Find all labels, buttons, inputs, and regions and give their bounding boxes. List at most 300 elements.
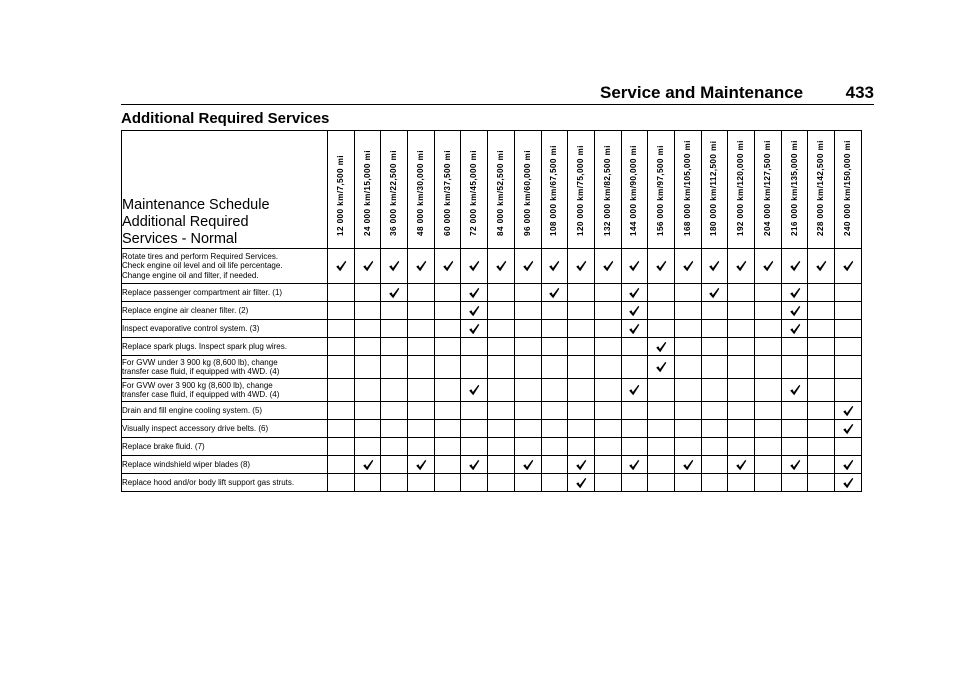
- schedule-cell: [835, 402, 862, 420]
- schedule-cell: [674, 320, 701, 338]
- schedule-cell: [728, 379, 755, 402]
- schedule-cell: [594, 420, 621, 438]
- schedule-cell: [434, 356, 461, 379]
- schedule-cell: [568, 402, 595, 420]
- schedule-cell: [808, 249, 835, 284]
- service-description: [122, 402, 328, 420]
- interval-label: 24 000 km/15,000 mi: [362, 149, 372, 236]
- schedule-cell: [701, 356, 728, 379]
- check-icon: [548, 287, 560, 299]
- schedule-cell: [781, 249, 808, 284]
- service-text: Replace hood and/or body lift support gas struts.: [122, 477, 295, 487]
- schedule-cell: [488, 438, 515, 456]
- table-title-text: Maintenance Schedule Additional Required Services - Normal: [122, 197, 270, 247]
- schedule-cell: [514, 356, 541, 379]
- schedule-cell: [514, 302, 541, 320]
- schedule-cell: [594, 320, 621, 338]
- interval-header: [621, 131, 648, 249]
- schedule-cell: [408, 320, 435, 338]
- interval-header: [781, 131, 808, 249]
- running-header: [600, 83, 874, 103]
- schedule-cell: [541, 356, 568, 379]
- interval-header: [434, 131, 461, 249]
- interval-header: [568, 131, 595, 249]
- schedule-cell: [781, 338, 808, 356]
- schedule-cell: [621, 356, 648, 379]
- check-icon: [655, 361, 667, 373]
- schedule-cell: [808, 302, 835, 320]
- service-text: Replace passenger compartment air filter. (1): [122, 287, 283, 297]
- interval-header: [808, 131, 835, 249]
- schedule-cell: [594, 249, 621, 284]
- schedule-cell: [381, 438, 408, 456]
- page-number: 433: [845, 83, 874, 102]
- schedule-cell: [568, 379, 595, 402]
- check-icon: [442, 260, 454, 272]
- interval-header: [514, 131, 541, 249]
- check-icon: [415, 459, 427, 471]
- schedule-cell: [755, 356, 782, 379]
- schedule-cell: [808, 474, 835, 492]
- check-icon: [468, 287, 480, 299]
- schedule-cell: [808, 320, 835, 338]
- check-icon: [789, 287, 801, 299]
- schedule-cell: [701, 438, 728, 456]
- schedule-cell: [835, 420, 862, 438]
- interval-header: [408, 131, 435, 249]
- schedule-cell: [514, 284, 541, 302]
- schedule-cell: [568, 474, 595, 492]
- schedule-cell: [408, 420, 435, 438]
- section-title: Additional Required Services: [121, 110, 330, 127]
- schedule-cell: [674, 249, 701, 284]
- schedule-cell: [541, 320, 568, 338]
- schedule-cell: [674, 284, 701, 302]
- schedule-cell: [648, 420, 675, 438]
- schedule-cell: [728, 474, 755, 492]
- schedule-cell: [755, 249, 782, 284]
- check-icon: [762, 260, 774, 272]
- table-header-row: [122, 131, 862, 249]
- schedule-cell: [408, 456, 435, 474]
- schedule-cell: [781, 379, 808, 402]
- table-row: [122, 456, 862, 474]
- schedule-cell: [354, 249, 381, 284]
- service-description: [122, 284, 328, 302]
- table-row: [122, 249, 862, 284]
- schedule-cell: [674, 420, 701, 438]
- schedule-cell: [835, 356, 862, 379]
- schedule-cell: [354, 338, 381, 356]
- service-text: Drain and fill engine cooling system. (5): [122, 405, 263, 415]
- schedule-cell: [648, 402, 675, 420]
- schedule-cell: [835, 284, 862, 302]
- schedule-cell: [354, 456, 381, 474]
- schedule-cell: [434, 402, 461, 420]
- schedule-cell: [781, 356, 808, 379]
- schedule-cell: [568, 320, 595, 338]
- schedule-cell: [728, 249, 755, 284]
- section-name: Service and Maintenance: [600, 83, 804, 102]
- schedule-cell: [328, 302, 355, 320]
- interval-label: 144 000 km/90,000 mi: [629, 144, 639, 236]
- schedule-cell: [541, 284, 568, 302]
- schedule-cell: [728, 302, 755, 320]
- schedule-cell: [328, 438, 355, 456]
- interval-label: 12 000 km/7,500 mi: [335, 154, 345, 236]
- check-icon: [468, 384, 480, 396]
- schedule-cell: [461, 320, 488, 338]
- service-description: [122, 456, 328, 474]
- schedule-cell: [541, 379, 568, 402]
- schedule-cell: [354, 320, 381, 338]
- schedule-cell: [648, 456, 675, 474]
- schedule-cell: [728, 402, 755, 420]
- schedule-cell: [755, 302, 782, 320]
- interval-header: [541, 131, 568, 249]
- check-icon: [468, 260, 480, 272]
- schedule-cell: [408, 438, 435, 456]
- schedule-cell: [808, 379, 835, 402]
- check-icon: [842, 459, 854, 471]
- check-icon: [362, 260, 374, 272]
- schedule-cell: [648, 474, 675, 492]
- schedule-cell: [434, 338, 461, 356]
- check-icon: [575, 260, 587, 272]
- schedule-cell: [434, 420, 461, 438]
- schedule-cell: [461, 338, 488, 356]
- schedule-cell: [621, 379, 648, 402]
- schedule-cell: [648, 438, 675, 456]
- schedule-cell: [381, 379, 408, 402]
- schedule-cell: [434, 379, 461, 402]
- check-icon: [789, 384, 801, 396]
- check-icon: [495, 260, 507, 272]
- schedule-cell: [621, 438, 648, 456]
- interval-label: 84 000 km/52,500 mi: [495, 149, 505, 236]
- check-icon: [548, 260, 560, 272]
- schedule-cell: [354, 402, 381, 420]
- schedule-cell: [674, 456, 701, 474]
- schedule-cell: [381, 420, 408, 438]
- interval-label: 240 000 km/150,000 mi: [842, 139, 852, 236]
- check-icon: [708, 287, 720, 299]
- check-icon: [628, 260, 640, 272]
- table-title: [122, 131, 328, 249]
- service-description: [122, 438, 328, 456]
- interval-label: 60 000 km/37,500 mi: [442, 149, 452, 236]
- service-text: Rotate tires and perform Required Services. Check engine oil level and oil life percentage. Change engine oil and filter, if needed.: [122, 251, 283, 280]
- schedule-cell: [381, 284, 408, 302]
- schedule-cell: [408, 338, 435, 356]
- service-description: [122, 474, 328, 492]
- schedule-cell: [354, 356, 381, 379]
- schedule-cell: [541, 456, 568, 474]
- schedule-cell: [408, 249, 435, 284]
- schedule-cell: [808, 284, 835, 302]
- schedule-cell: [408, 356, 435, 379]
- check-icon: [815, 260, 827, 272]
- schedule-cell: [514, 338, 541, 356]
- check-icon: [789, 323, 801, 335]
- schedule-cell: [728, 356, 755, 379]
- schedule-cell: [381, 249, 408, 284]
- table-row: [122, 284, 862, 302]
- schedule-cell: [594, 284, 621, 302]
- schedule-cell: [728, 456, 755, 474]
- schedule-cell: [701, 402, 728, 420]
- schedule-cell: [461, 356, 488, 379]
- interval-header: [728, 131, 755, 249]
- schedule-cell: [648, 302, 675, 320]
- schedule-cell: [781, 420, 808, 438]
- service-text: Replace windshield wiper blades (8): [122, 459, 251, 469]
- schedule-cell: [461, 474, 488, 492]
- schedule-cell: [541, 302, 568, 320]
- schedule-cell: [835, 456, 862, 474]
- schedule-cell: [488, 402, 515, 420]
- check-icon: [708, 260, 720, 272]
- schedule-cell: [354, 420, 381, 438]
- schedule-cell: [808, 438, 835, 456]
- schedule-cell: [381, 402, 408, 420]
- schedule-cell: [328, 456, 355, 474]
- check-icon: [362, 459, 374, 471]
- schedule-cell: [381, 338, 408, 356]
- service-text: Replace spark plugs. Inspect spark plug wires.: [122, 341, 287, 351]
- check-icon: [628, 305, 640, 317]
- schedule-cell: [461, 456, 488, 474]
- schedule-cell: [488, 249, 515, 284]
- service-description: [122, 302, 328, 320]
- check-icon: [682, 260, 694, 272]
- interval-header: [354, 131, 381, 249]
- check-icon: [789, 459, 801, 471]
- schedule-cell: [408, 379, 435, 402]
- schedule-cell: [488, 379, 515, 402]
- interval-header: [328, 131, 355, 249]
- schedule-cell: [755, 456, 782, 474]
- interval-label: 168 000 km/105,000 mi: [682, 139, 692, 236]
- interval-header: [674, 131, 701, 249]
- schedule-cell: [755, 338, 782, 356]
- schedule-cell: [755, 379, 782, 402]
- check-icon: [388, 260, 400, 272]
- schedule-cell: [648, 379, 675, 402]
- schedule-cell: [514, 249, 541, 284]
- schedule-cell: [755, 420, 782, 438]
- schedule-cell: [328, 356, 355, 379]
- schedule-cell: [835, 438, 862, 456]
- interval-header: [835, 131, 862, 249]
- table-row: [122, 302, 862, 320]
- check-icon: [842, 477, 854, 489]
- check-icon: [628, 459, 640, 471]
- schedule-cell: [594, 379, 621, 402]
- schedule-cell: [674, 356, 701, 379]
- schedule-cell: [514, 456, 541, 474]
- schedule-cell: [461, 438, 488, 456]
- schedule-cell: [835, 379, 862, 402]
- schedule-cell: [701, 338, 728, 356]
- schedule-cell: [781, 438, 808, 456]
- interval-header: [488, 131, 515, 249]
- interval-label: 228 000 km/142,500 mi: [816, 139, 826, 236]
- schedule-cell: [568, 456, 595, 474]
- check-icon: [842, 405, 854, 417]
- interval-header: [701, 131, 728, 249]
- check-icon: [735, 459, 747, 471]
- schedule-cell: [808, 420, 835, 438]
- schedule-cell: [541, 338, 568, 356]
- schedule-cell: [701, 320, 728, 338]
- schedule-cell: [648, 320, 675, 338]
- service-description: [122, 338, 328, 356]
- schedule-cell: [541, 249, 568, 284]
- schedule-cell: [354, 302, 381, 320]
- schedule-cell: [568, 338, 595, 356]
- schedule-cell: [514, 320, 541, 338]
- table-body: [122, 249, 862, 492]
- maintenance-schedule-table: [121, 130, 862, 492]
- interval-label: 216 000 km/135,000 mi: [789, 139, 799, 236]
- schedule-cell: [381, 320, 408, 338]
- schedule-cell: [674, 402, 701, 420]
- check-icon: [468, 323, 480, 335]
- service-description: [122, 320, 328, 338]
- schedule-cell: [328, 249, 355, 284]
- schedule-cell: [354, 284, 381, 302]
- schedule-cell: [621, 320, 648, 338]
- interval-header: [381, 131, 408, 249]
- table-row: [122, 474, 862, 492]
- interval-header: [461, 131, 488, 249]
- service-description: [122, 249, 328, 284]
- schedule-cell: [621, 420, 648, 438]
- schedule-cell: [781, 402, 808, 420]
- schedule-cell: [514, 474, 541, 492]
- schedule-cell: [328, 338, 355, 356]
- schedule-cell: [674, 474, 701, 492]
- schedule-cell: [514, 402, 541, 420]
- schedule-cell: [728, 338, 755, 356]
- check-icon: [388, 287, 400, 299]
- schedule-cell: [835, 249, 862, 284]
- schedule-cell: [648, 338, 675, 356]
- schedule-cell: [541, 474, 568, 492]
- schedule-cell: [781, 302, 808, 320]
- check-icon: [468, 459, 480, 471]
- schedule-cell: [781, 320, 808, 338]
- schedule-cell: [488, 284, 515, 302]
- schedule-cell: [328, 379, 355, 402]
- schedule-cell: [328, 284, 355, 302]
- schedule-cell: [674, 302, 701, 320]
- schedule-cell: [488, 474, 515, 492]
- schedule-cell: [621, 249, 648, 284]
- schedule-cell: [621, 284, 648, 302]
- schedule-cell: [328, 420, 355, 438]
- schedule-cell: [701, 302, 728, 320]
- interval-label: 156 000 km/97,500 mi: [655, 144, 665, 236]
- check-icon: [468, 305, 480, 317]
- schedule-cell: [568, 420, 595, 438]
- schedule-cell: [674, 338, 701, 356]
- interval-label: 192 000 km/120,000 mi: [736, 139, 746, 236]
- schedule-cell: [434, 438, 461, 456]
- schedule-cell: [461, 249, 488, 284]
- schedule-cell: [648, 284, 675, 302]
- schedule-cell: [728, 284, 755, 302]
- schedule-cell: [408, 284, 435, 302]
- schedule-cell: [488, 420, 515, 438]
- schedule-cell: [594, 456, 621, 474]
- schedule-cell: [461, 284, 488, 302]
- schedule-cell: [835, 302, 862, 320]
- check-icon: [335, 260, 347, 272]
- schedule-cell: [701, 249, 728, 284]
- schedule-cell: [541, 438, 568, 456]
- schedule-cell: [328, 474, 355, 492]
- schedule-cell: [434, 456, 461, 474]
- schedule-cell: [594, 356, 621, 379]
- check-icon: [628, 384, 640, 396]
- schedule-cell: [354, 474, 381, 492]
- schedule-cell: [701, 474, 728, 492]
- schedule-cell: [568, 284, 595, 302]
- schedule-cell: [755, 438, 782, 456]
- schedule-cell: [781, 474, 808, 492]
- schedule-cell: [434, 302, 461, 320]
- schedule-cell: [381, 302, 408, 320]
- schedule-cell: [701, 379, 728, 402]
- schedule-cell: [541, 420, 568, 438]
- schedule-cell: [488, 456, 515, 474]
- interval-label: 180 000 km/112,500 mi: [709, 140, 719, 236]
- schedule-cell: [835, 338, 862, 356]
- table-row: [122, 338, 862, 356]
- interval-label: 48 000 km/30,000 mi: [415, 149, 425, 236]
- schedule-cell: [808, 402, 835, 420]
- schedule-cell: [381, 356, 408, 379]
- schedule-cell: [354, 438, 381, 456]
- schedule-cell: [674, 379, 701, 402]
- check-icon: [628, 323, 640, 335]
- schedule-cell: [594, 338, 621, 356]
- interval-header: [594, 131, 621, 249]
- schedule-cell: [594, 438, 621, 456]
- schedule-cell: [328, 402, 355, 420]
- schedule-cell: [594, 474, 621, 492]
- check-icon: [842, 423, 854, 435]
- schedule-cell: [434, 249, 461, 284]
- schedule-cell: [461, 379, 488, 402]
- schedule-cell: [434, 474, 461, 492]
- schedule-cell: [808, 338, 835, 356]
- schedule-cell: [755, 284, 782, 302]
- schedule-cell: [461, 402, 488, 420]
- schedule-cell: [755, 474, 782, 492]
- interval-label: 120 000 km/75,000 mi: [575, 144, 585, 236]
- schedule-cell: [354, 379, 381, 402]
- schedule-cell: [568, 302, 595, 320]
- check-icon: [655, 260, 667, 272]
- table-row: [122, 402, 862, 420]
- schedule-cell: [408, 474, 435, 492]
- check-icon: [789, 260, 801, 272]
- schedule-cell: [621, 474, 648, 492]
- schedule-cell: [328, 320, 355, 338]
